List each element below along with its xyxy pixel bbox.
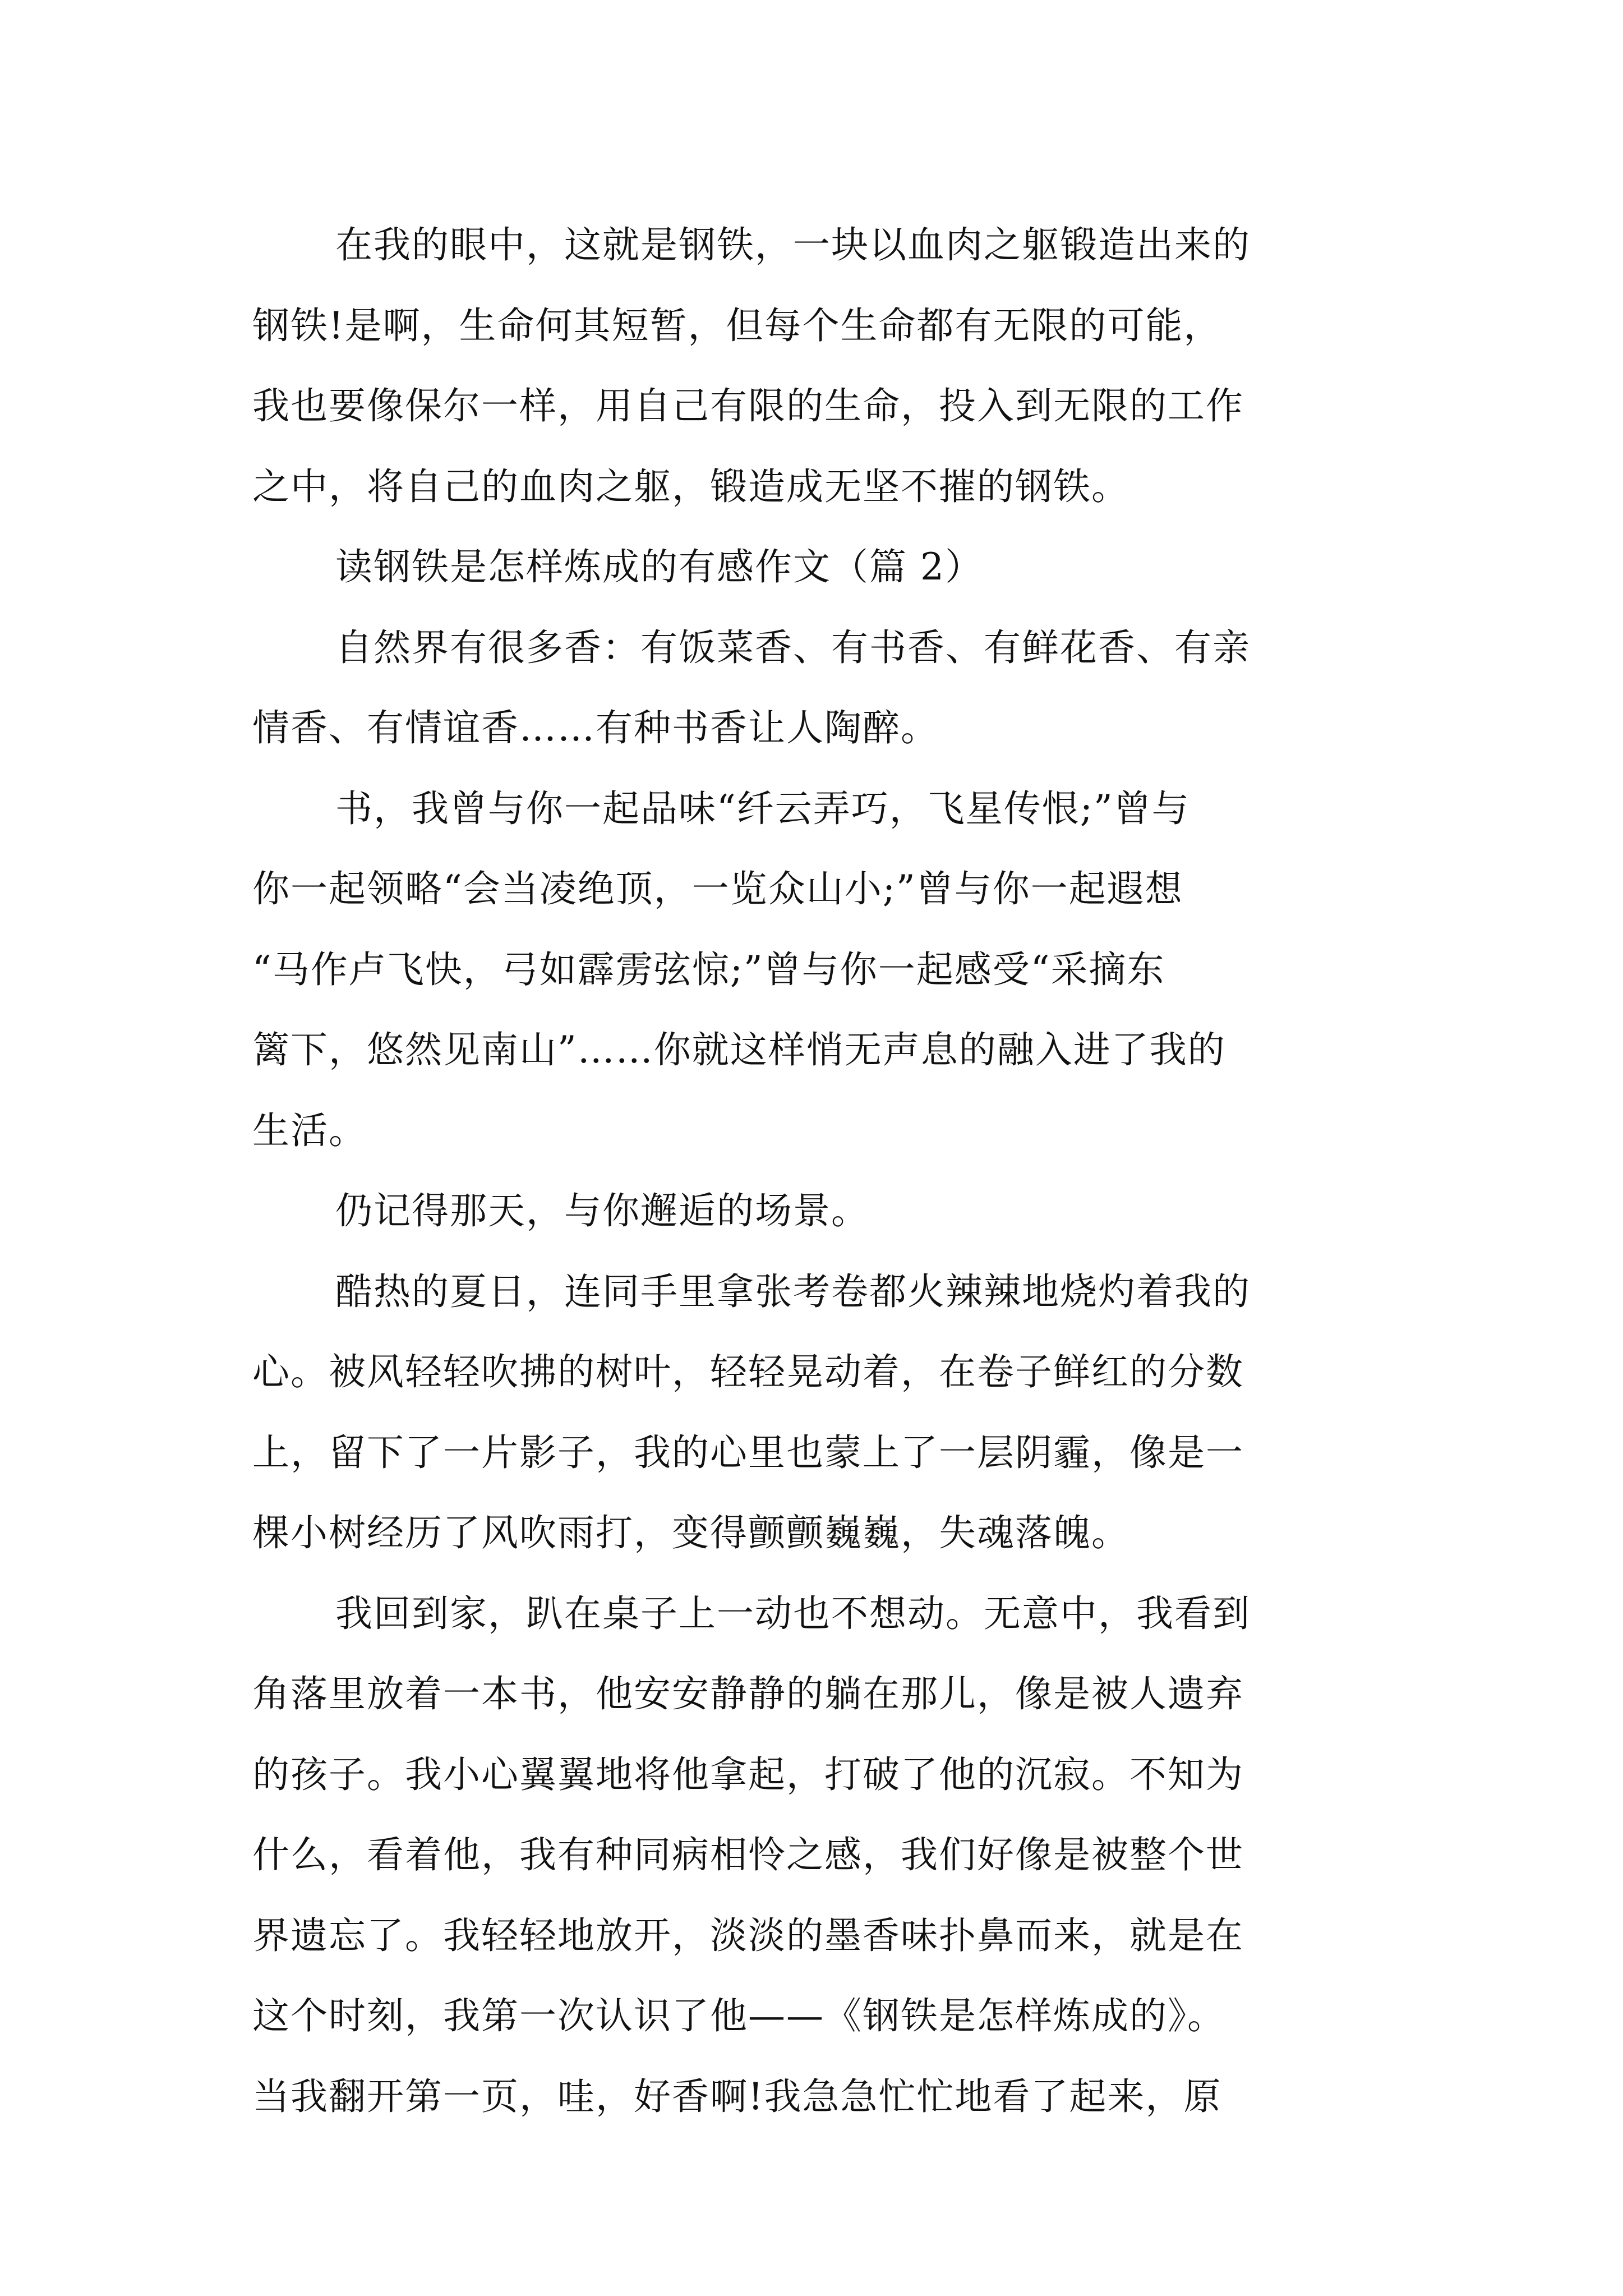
text-line: 情香、有情谊香……有种书香让人陶醉。: [252, 706, 939, 749]
document-body: [252, 205, 1391, 2137]
text-line: 生活。: [252, 1108, 367, 1152]
text-line: 我也要像保尔一样，用自己有限的生命，投入到无限的工作: [252, 384, 1244, 427]
paragraph: [252, 1171, 1391, 1251]
text-line: 上，留下了一片影子，我的心里也蒙上了一层阴霾，像是一: [252, 1430, 1244, 1474]
text-line: 的孩子。我小心翼翼地将他拿起，打破了他的沉寂。不知为: [252, 1752, 1244, 1796]
paragraph: [252, 205, 1391, 527]
text-line: 篱下，悠然见南山”……你就这样悄无声息的融入进了我的: [252, 1028, 1226, 1071]
text-line: 钢铁!是啊，生命何其短暂，但每个生命都有无限的可能，: [252, 303, 1222, 347]
text-line: 书，我曾与你一起品味“纤云弄巧，飞星传恨;”曾与: [335, 786, 1190, 830]
text-line: 心。被风轻轻吹拂的树叶，轻轻晃动着，在卷子鲜红的分数: [252, 1350, 1244, 1393]
text-line: 这个时刻，我第一次认识了他——《钢铁是怎样炼成的》。: [252, 1994, 1225, 2037]
text-line: 在我的眼中，这就是钢铁，一块以血肉之躯锻造出来的: [335, 223, 1251, 266]
text-line: 棵小树经历了风吹雨打，变得颤颤巍巍，失魂落魄。: [252, 1511, 1129, 1554]
text-line: 仍记得那天，与你邂逅的场景。: [335, 1189, 869, 1232]
text-line: “马作卢飞快，弓如霹雳弦惊;”曾与你一起感受“采摘东: [252, 947, 1165, 991]
text-line: 角落里放着一本书，他安安静静的躺在那儿，像是被人遗弃: [252, 1672, 1244, 1715]
section-heading: [252, 527, 1391, 608]
text-line: 你一起领略“会当凌绝顶，一览众山小;”曾与你一起遐想: [252, 867, 1183, 910]
text-line: 酷热的夏日，连同手里拿张考卷都火辣辣地烧灼着我的: [335, 1269, 1251, 1313]
text-line: 什么，看着他，我有种同病相怜之感，我们好像是被整个世: [252, 1833, 1244, 1876]
paragraph: [252, 1251, 1391, 1573]
text-line: 自然界有很多香：有饭菜香、有书香、有鲜花香、有亲: [335, 625, 1251, 669]
paragraph: [252, 769, 1391, 1171]
heading-line: 读钢铁是怎样炼成的有感作文（篇 2）: [335, 545, 983, 588]
text-line: 当我翻开第一页，哇，好香啊!我急急忙忙地看了起来，原: [252, 2074, 1222, 2118]
text-line: 我回到家，趴在桌子上一动也不想动。无意中，我看到: [335, 1591, 1251, 1635]
text-line: 之中，将自己的血肉之躯，锻造成无坚不摧的钢铁。: [252, 464, 1129, 508]
paragraph: [252, 1573, 1391, 2137]
text-line: 界遗忘了。我轻轻地放开，淡淡的墨香味扑鼻而来，就是在: [252, 1913, 1244, 1957]
paragraph: [252, 608, 1391, 769]
